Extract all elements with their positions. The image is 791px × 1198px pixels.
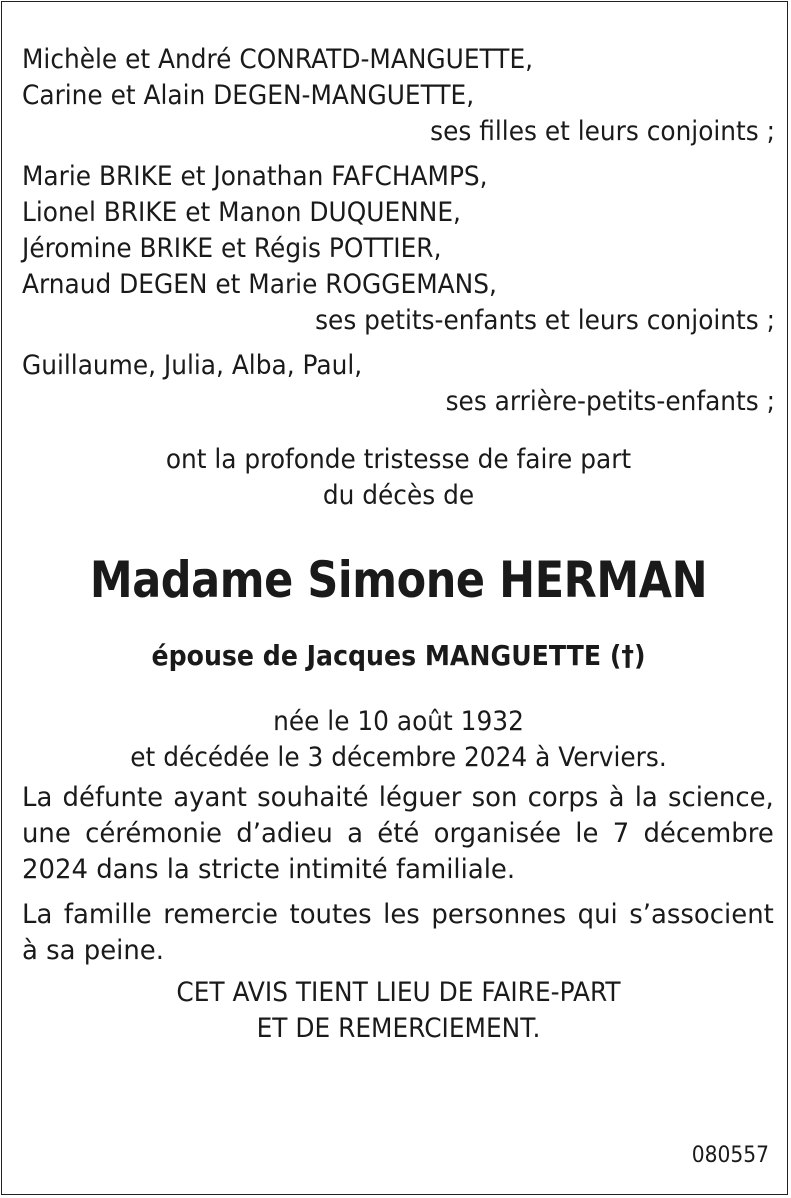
announcement-line-1: ont la profonde tristesse de faire part [165, 444, 632, 475]
obituary-notice [22, 42, 775, 1047]
notice-frame [1, 1, 788, 1195]
deceased-spouse: épouse de Jacques MANGUETTE (†) [151, 639, 646, 672]
great-grandchildren: Guillaume, Julia, Alba, Paul, [22, 350, 363, 381]
death-date: et décédée le 3 décembre 2024 à Verviers. [130, 742, 667, 773]
reference-code: 080557 [691, 1143, 769, 1168]
family-daughter-1: Michèle et André CONRATD-MANGUETTE, [22, 44, 534, 75]
grandchildren-role: ses petits-enfants et leurs conjoints ; [315, 305, 775, 336]
paragraph-body-2: La famille remercie toutes les personnes qui s’associent à sa peine. [22, 899, 774, 966]
announcement-line-2: du décès de [322, 480, 475, 511]
family-grandchild-1: Marie BRIKE et Jonathan FAFCHAMPS, [22, 161, 488, 192]
closing-line-2: ET DE REMERCIEMENT. [256, 1013, 541, 1044]
closing-line-1: CET AVIS TIENT LIEU DE FAIRE-PART [176, 977, 621, 1008]
family-grandchild-2: Lionel BRIKE et Manon DUQUENNE, [22, 197, 461, 228]
family-daughter-2: Carine et Alain DEGEN-MANGUETTE, [22, 80, 475, 111]
paragraph-body-1: La défunte ayant souhaité léguer son corps à la science, une cérémonie d’adieu a été organisée le 7 décembre 2024 dans la stricte intimité familiale. [22, 782, 774, 885]
great-grandchildren-role: ses arrière-petits-enfants ; [445, 386, 775, 417]
deceased-name: Madame Simone HERMAN [89, 551, 708, 609]
family-grandchild-4: Arnaud DEGEN et Marie ROGGEMANS, [22, 269, 497, 300]
daughters-role: ses filles et leurs conjoints ; [430, 116, 775, 147]
family-grandchild-3: Jéromine BRIKE et Régis POTTIER, [22, 233, 442, 264]
birth-date: née le 10 août 1932 [273, 706, 524, 737]
